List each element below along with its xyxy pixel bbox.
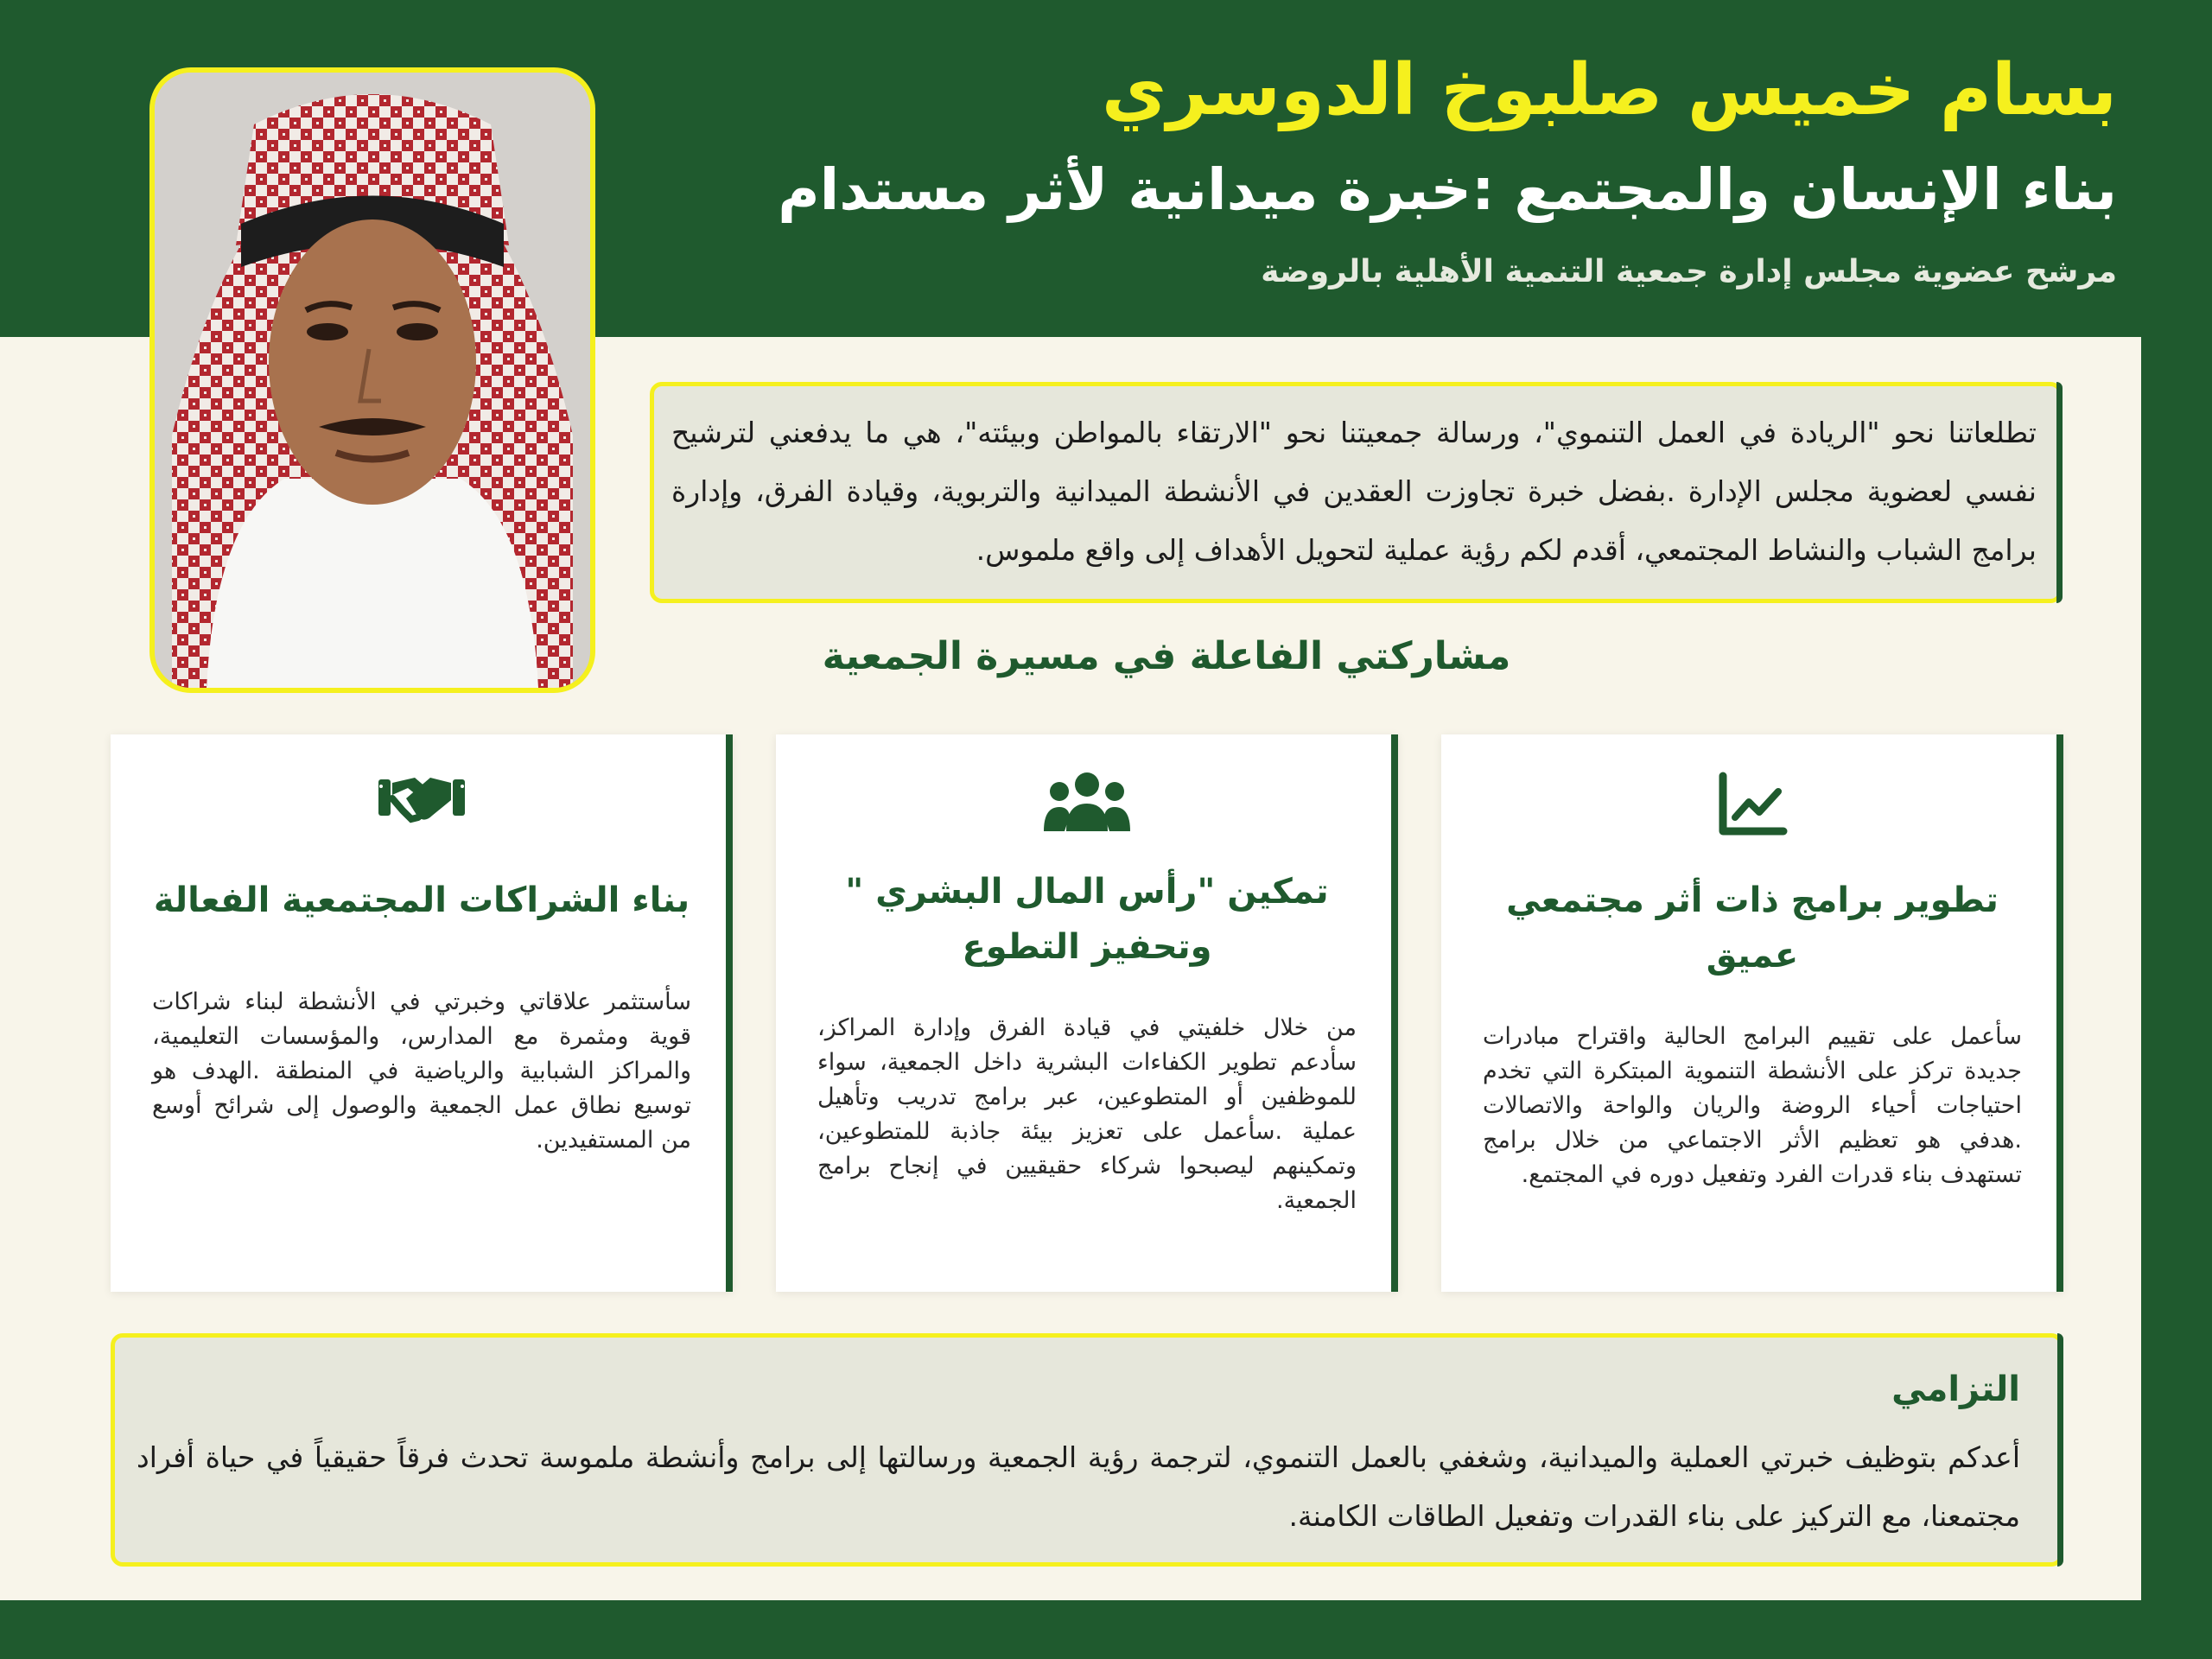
card-partnerships [111,734,733,1292]
commitment-text: أعدكم بتوظيف خبرتي العملية والميدانية، وشغفي بالعمل التنموي، لترجمة رؤية الجمعية ورسالتها إلى برامج وأنشطة ملموسة تحدث فرقاً حقيقياً في حياة أفراد مجتمعنا، مع التركيز على بناء القدرات وتفعيل الطاقات الكامنة. [137,1440,2020,1533]
intro-text: تطلعاتنا نحو "الريادة في العمل التنموي"، ورسالة جمعيتنا نحو "الارتقاء بالمواطن وبيئته"، هي ما يدفعني لترشيح نفسي لعضوية مجلس الإدارة .بفضل خبرة تجاوزت العقدين في الأنشطة الميدانية والتربوية، وقيادة الفرق، وإدارة برامج الشباب والنشاط المجتمعي، أقدم لكم رؤية عملية لتحويل الأهداف إلى واقع ملموس. [671,416,2037,567]
card-human-capital [776,734,1398,1292]
chart-line-icon [1441,769,2063,847]
portrait-illustration [155,73,590,688]
tagline: بناء الإنسان والمجتمع :خبرة ميدانية لأثر مستدام [778,156,2117,223]
commitment-box [111,1333,2063,1567]
candidate-name: بسام خميس صلبوخ الدوسري [1102,49,2117,131]
card-title: بناء الشراكات المجتمعية الفعالة [153,880,690,920]
card-body: سأعمل على تقييم البرامج الحالية واقتراح مبادرات جديدة تركز على الأنشطة التنموية المبتكرة التي تخدم احتياجات أحياء الروضة والريان والواحة والاتصالات .هدفي هو تعظيم الأثر الاجتماعي من خلال برامج تستهدف بناء قدرات الفرد وتفعيل دوره في المجتمع. [1483,1023,2022,1188]
card-body: سأستثمر علاقاتي وخبرتي في الأنشطة لبناء شراكات قوية ومثمرة مع المدارس، والمؤسسات التعليمية، والمراكز الشبابية والرياضية في المنطقة .الهدف هو توسيع نطاق عمل الجمعية والوصول إلى شرائح أوسع من المستفيدين. [152,988,691,1154]
handshake-icon [111,769,733,847]
card-title: تمكين "رأس المال البشري " وتحفيز التطوع [845,872,1329,967]
card-programs [1441,734,2063,1292]
users-icon [776,769,1398,847]
intro-box [650,382,2063,603]
card-body: من خلال خلفيتي في قيادة الفرق وإدارة المراكز، سأدعم تطوير الكفاءات البشرية داخل الجمعية، سواء للموظفين أو المتطوعين، عبر برامج تدريب وتأهيل عملية .سأعمل على تعزيز بيئة جاذبة للمتطوعين، وتمكينهم ليصبحوا شركاء حقيقيين في إنجاح برامج الجمعية. [817,1014,1357,1214]
commitment-title: التزامي [1891,1370,2020,1409]
candidate-photo [149,67,595,693]
section-heading: مشاركتي الفاعلة في مسيرة الجمعية [822,634,1511,678]
candidacy-subtitle: مرشح عضوية مجلس إدارة جمعية التنمية الأهلية بالروضة [1261,254,2117,289]
card-title: تطوير برامج ذات أثر مجتمعي عميق [1506,880,1999,976]
